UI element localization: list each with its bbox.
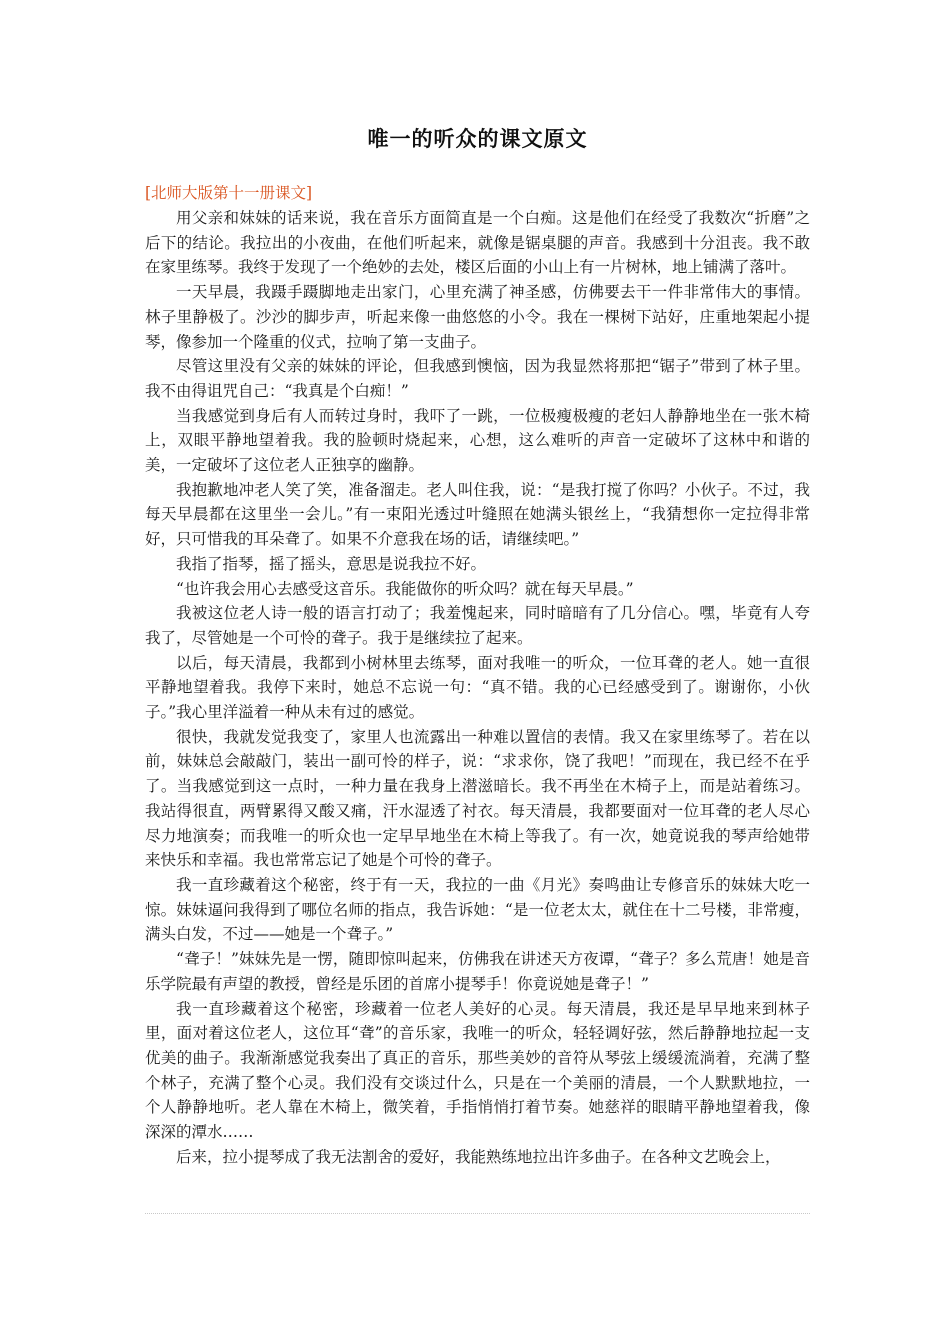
paragraph-2: 一天早晨，我蹑手蹑脚地走出家门，心里充满了神圣感，仿佛要去干一件非常伟大的事情。林子里静极了。沙沙的脚步声，听起来像一曲悠悠的小令。我在一棵树下站好，庄重地架起小提琴，像参加一个隆重的仪式，拉响了第一支曲子。 [145, 283, 810, 351]
paragraph-10: 很快，我就发觉我变了，家里人也流露出一种难以置信的表情。我又在家里练琴了。若在以前，妹妹总会敲敲门，装出一副可怜的样子，说：“求求你，饶了我吧！”而现在，我已经不在乎了。当我感觉到这一点时，一种力量在我身上潜滋暗长。我不再坐在木椅子上，而是站着练习。我站得很直，两臂累得又酸又痛，汗水湿透了衬衣。每天清晨，我都要面对一位耳聋的老人尽心尽力地演奏；而我唯一的听众也一定早早地坐在木椅上等我了。有一次，她竟说我的琴声给她带来快乐和幸福。我也常常忘记了她是个可怜的聋子。 [145, 727, 810, 870]
paragraph-13: 我一直珍藏着这个秘密，珍藏着一位老人美好的心灵。每天清晨，我还是早早地来到林子里，面对着这位老人，这位耳“聋”的音乐家，我唯一的听众，轻轻调好弦，然后静静地拉起一支优美的曲子。我渐渐感觉我奏出了真正的音乐，那些美妙的音符从琴弦上缓缓流淌着，充满了整个林子，充满了整个心灵。我们没有交谈过什么，只是在一个美丽的清晨，一个人默默地拉，一个人静静地听。老人靠在木椅上，微笑着，手指悄悄打着节奏。她慈祥的眼睛平静地望着我，像深深的潭水…… [145, 999, 810, 1142]
page-title: 唯一的听众的课文原文 [367, 126, 588, 151]
paragraph-8: 我被这位老人诗一般的语言打动了；我羞愧起来，同时暗暗有了几分信心。嘿，毕竟有人夸我了，尽管她是一个可怜的聋子。我于是继续拉了起来。 [145, 604, 810, 647]
paragraph-11: 我一直珍藏着这个秘密，终于有一天，我拉的一曲《月光》奏鸣曲让专修音乐的妹妹大吃一惊。妹妹逼问我得到了哪位名师的指点，我告诉她：“是一位老太太，就住在十二号楼，非常瘦，满头白发，不过——她是一个聋子。” [145, 875, 810, 944]
paragraph-6: 我指了指琴，摇了摇头，意思是说我拉不好。 [176, 554, 487, 573]
paragraph-4: 当我感觉到身后有人而转过身时，我吓了一跳，一位极瘦极瘦的老妇人静静地坐在一张木椅上，双眼平静地望着我。我的脸顿时烧起来，心想，这么难听的声音一定破坏了这林中和谐的美，一定破坏了这位老人正独享的幽静。 [145, 406, 810, 475]
paragraph-1: 用父亲和妹妹的话来说，我在音乐方面简直是一个白痴。这是他们在经受了我数次“折磨”之后下的结论。我拉出的小夜曲，在他们听起来，就像是锯桌腿的声音。我感到十分沮丧。我不敢在家里练琴。我终于发现了一个绝妙的去处，楼区后面的小山上有一片树林，地上铺满了落叶。 [145, 209, 810, 277]
paragraph-9: 以后，每天清晨，我都到小树林里去练琴，面对我唯一的听众，一位耳聋的老人。她一直很平静地望着我。我停下来时，她总不忘说一句：“真不错。我的心已经感受到了。谢谢你，小伙子。”我心里洋溢着一种从未有过的感觉。 [145, 653, 810, 722]
source-label: [北师大版第十一册课文] [145, 184, 313, 202]
paragraph-7: “也许我会用心去感受这音乐。我能做你的听众吗？就在每天早晨。” [176, 579, 634, 598]
paragraph-12: “聋子！”妹妹先是一愣，随即惊叫起来，仿佛我在讲述天方夜谭，“聋子？多么荒唐！她是音乐学院最有声望的教授，曾经是乐团的首席小提琴手！你竟说她是聋子！” [145, 950, 810, 993]
page-footer-divider [145, 1213, 810, 1214]
paragraph-14: 后来，拉小提琴成了我无法割舍的爱好，我能熟练地拉出许多曲子。在各种文艺晚会上， [176, 1147, 781, 1166]
paragraph-3: 尽管这里没有父亲的妹妹的评论，但我感到懊恼，因为我显然将那把“锯子”带到了林子里。我不由得诅咒自己：“我真是个白痴！” [145, 357, 810, 400]
paragraph-5: 我抱歉地冲老人笑了笑，准备溜走。老人叫住我，说：“是我打搅了你吗？小伙子。不过，我每天早晨都在这里坐一会儿。”有一束阳光透过叶缝照在她满头银丝上，“我猜想你一定拉得非常好，只可惜我的耳朵聋了。如果不介意我在场的话，请继续吧。” [145, 480, 810, 549]
article-body [145, 206, 810, 1169]
